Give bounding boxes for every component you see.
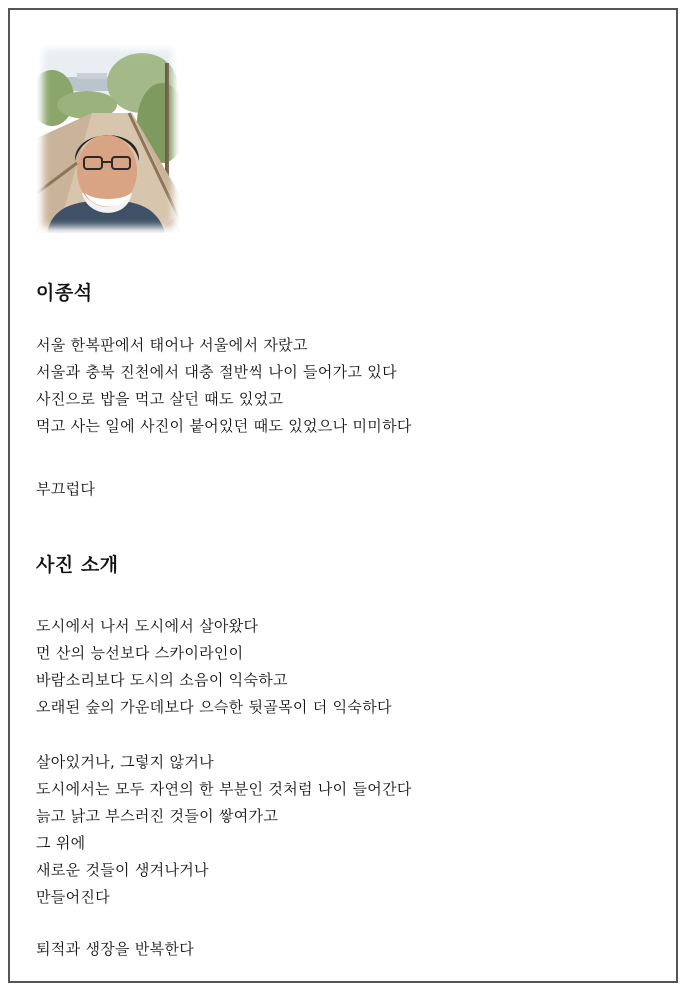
intro-line: 만들어진다 — [36, 888, 110, 906]
intro-line: 늙고 낡고 부스러진 것들이 쌓여가고 — [36, 807, 279, 825]
author-bio — [36, 332, 412, 440]
bio-closing-line: 부끄럽다 — [36, 480, 96, 498]
intro-line: 도시에서는 모두 자연의 한 부분인 것처럼 나이 들어간다 — [36, 780, 412, 798]
intro-paragraph-2 — [36, 749, 412, 911]
intro-title: 사진 소개 — [36, 554, 119, 576]
intro-line: 도시에서 나서 도시에서 살아왔다 — [36, 617, 259, 635]
bio-line: 서울과 충북 진천에서 대충 절반씩 나이 들어가고 있다 — [36, 363, 397, 381]
author-name: 이종석 — [36, 282, 93, 304]
author-photo — [37, 43, 179, 233]
intro-closing — [36, 936, 194, 963]
author-bio-closing — [36, 476, 95, 503]
intro-line: 바람소리보다 도시의 소음이 익숙하고 — [36, 671, 288, 689]
intro-closing-line: 퇴적과 생장을 반복한다 — [36, 940, 195, 958]
intro-line: 살아있거나, 그렇지 않거나 — [36, 753, 214, 771]
bio-line: 사진으로 밥을 먹고 살던 때도 있었고 — [36, 390, 284, 408]
bio-line: 서울 한복판에서 태어나 서울에서 자랐고 — [36, 336, 308, 354]
intro-line: 그 위에 — [36, 834, 86, 852]
bio-line: 먹고 사는 일에 사진이 붙어있던 때도 있었으나 미미하다 — [36, 417, 412, 435]
intro-line: 먼 산의 능선보다 스카이라인이 — [36, 644, 244, 662]
intro-line: 오래된 숲의 가운데보다 으슥한 뒷골목이 더 익숙하다 — [36, 698, 392, 716]
intro-paragraph-1 — [36, 613, 392, 721]
page-frame — [8, 8, 678, 983]
intro-line: 새로운 것들이 생겨나거나 — [36, 861, 209, 879]
